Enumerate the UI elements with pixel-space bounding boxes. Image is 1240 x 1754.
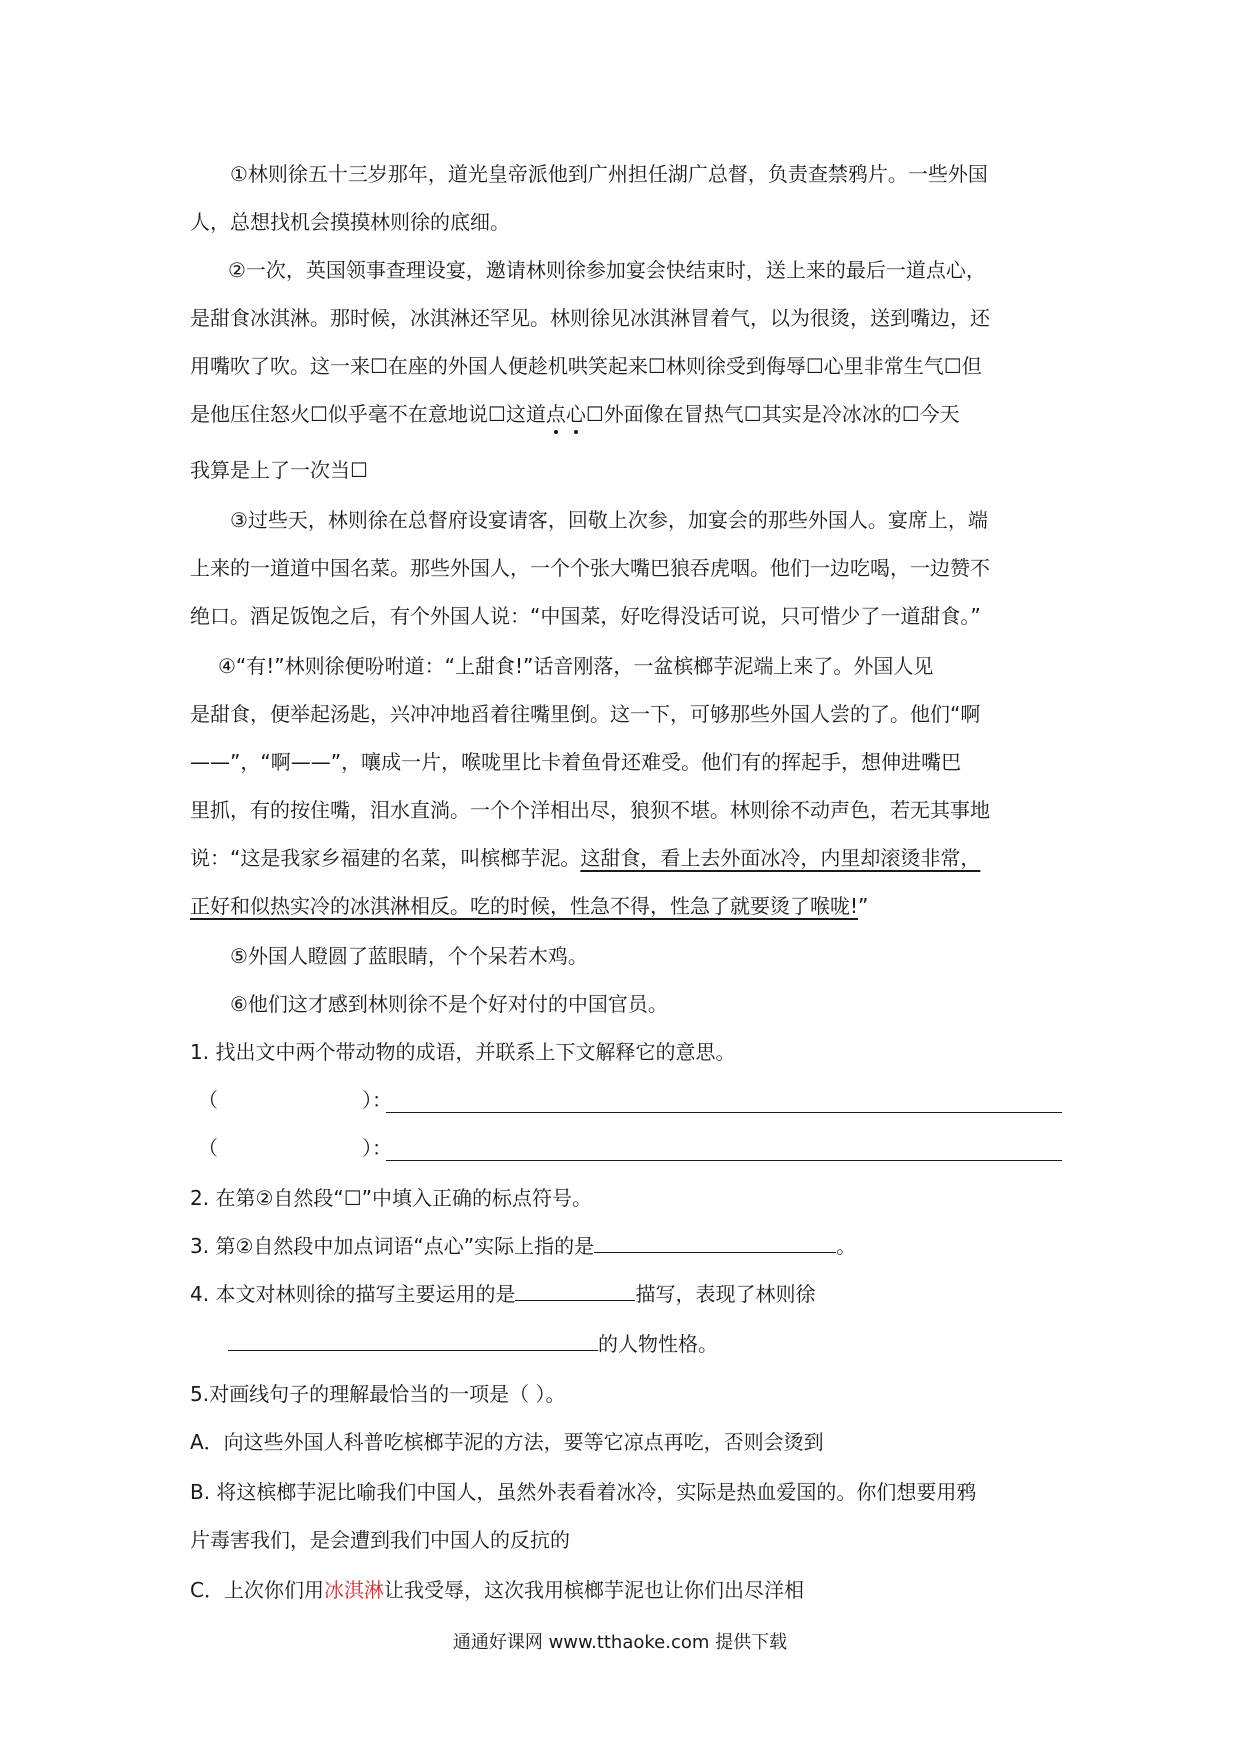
question-3	[190, 1230, 1060, 1262]
paragraph-4-line-2: 是甜食，便举起汤匙，兴冲冲地舀着往嘴里倒。这一下，可够那些外国人尝的了。他们“啊	[190, 702, 981, 726]
underlined-sentence-part-1: 这甜食，看上去外面冰冷，内里却滚烫非常，	[580, 846, 981, 870]
question-4-line-2	[228, 1328, 1060, 1360]
paragraph-4-line-6-end: ”	[858, 894, 869, 918]
question-3-text: 3. 第②自然段中加点词语“点心”实际上指的是	[190, 1234, 595, 1258]
question-4-text-2: 描写，表现了林则徐	[635, 1282, 816, 1306]
paragraph-1-line-2: 人，总想找机会摸摸林则徐的底细。	[190, 210, 510, 234]
footer-credit: 通通好课网 www.tthaoke.com 提供下载	[452, 1632, 788, 1653]
paragraph-3-line-3: 绝口。酒足饭饱之后，有个外国人说：“中国菜，好吃得没话可说，只可惜少了一道甜食。”	[190, 604, 981, 628]
q1-answer-2-paren-open: （	[198, 1136, 218, 1160]
dotted-char-2: 心	[565, 402, 586, 426]
question-5: 5.对画线句子的理解最恰当的一项是（ ）。	[190, 1382, 566, 1406]
paragraph-2-line-3: 用嘴吹了吹。这一来☐在座的外国人便趁机哄笑起来☐林则徐受到侮辱☐心里非常生气☐但	[190, 354, 982, 378]
q1-answer-1-paren-close: ）：	[362, 1088, 392, 1112]
paragraph-2-line-4-start: 是他压住怒火☐似乎毫不在意地说☐这道	[190, 402, 546, 426]
question-4-text: 4. 本文对林则徐的描写主要运用的是	[190, 1282, 516, 1306]
q1-answer-1-paren-open: （	[198, 1088, 218, 1112]
paragraph-4-line-5-start: 说：“这是我家乡福建的名菜，叫槟榔芋泥。	[190, 846, 581, 870]
option-b-line-2: 片毒害我们，是会遭到我们中国人的反抗的	[190, 1528, 570, 1552]
question-2: 2. 在第②自然段“☐”中填入正确的标点符号。	[190, 1186, 593, 1210]
question-1: 1. 找出文中两个带动物的成语，并联系上下文解释它的意思。	[190, 1040, 736, 1064]
paragraph-2-line-4-end: ☐外面像在冒热气☐其实是冷冰冰的☐今天	[585, 402, 960, 426]
paragraph-4-line-6	[190, 890, 1060, 922]
q1-answer-2-paren-close: ）：	[362, 1136, 392, 1160]
option-c	[190, 1574, 1060, 1606]
question-4-text-3: 的人物性格。	[598, 1332, 718, 1356]
paragraph-4-line-4: 里抓，有的按住嘴，泪水直淌。一个个洋相出尽，狼狈不堪。林则徐不动声色，若无其事地	[190, 798, 990, 822]
paragraph-4-line-3: ——”，“啊——”，嚷成一片，喉咙里比卡着鱼骨还难受。他们有的挥起手，想伸进嘴巴	[190, 750, 962, 774]
question-3-end: 。	[836, 1234, 857, 1258]
option-c-end: 让我受辱，这次我用槟榔芋泥也让你们出尽洋相	[383, 1578, 804, 1602]
q1-answer-2-blank[interactable]	[386, 1160, 1062, 1161]
paragraph-1-line-1: ①林则徐五十三岁那年，道光皇帝派他到广州担任湖广总督，负责查禁鸦片。一些外国	[230, 162, 988, 186]
option-c-start: C．上次你们用	[190, 1578, 324, 1602]
option-c-highlight: 冰淇淋	[323, 1578, 384, 1602]
option-a: A．向这些外国人科普吃槟榔芋泥的方法，要等它凉点再吃，否则会烫到	[190, 1430, 824, 1454]
option-b-line-1: B. 将这槟榔芋泥比喻我们中国人，虽然外表看着冰冷，实际是热血爱国的。你们想要用鸦	[190, 1480, 977, 1504]
question-4-blank-1[interactable]	[515, 1278, 635, 1301]
paragraph-2-line-4	[190, 398, 1060, 430]
question-4	[190, 1278, 1060, 1310]
paragraph-6: ⑥他们这才感到林则徐不是个好对付的中国官员。	[230, 992, 668, 1016]
dotted-char-1: 点	[545, 402, 566, 426]
paragraph-2-line-1: ②一次，英国领事查理设宴，邀请林则徐参加宴会快结束时，送上来的最后一道点心，	[228, 258, 986, 282]
paragraph-5: ⑤外国人瞪圆了蓝眼睛，个个呆若木鸡。	[230, 944, 588, 968]
paragraph-3-line-1: ③过些天，林则徐在总督府设宴请客，回敬上次参，加宴会的那些外国人。宴席上，端	[230, 508, 988, 532]
q1-answer-1-blank[interactable]	[386, 1112, 1062, 1113]
underlined-sentence-part-2: 正好和似热实冷的冰淇淋相反。吃的时候，性急不得，性急了就要烫了喉咙!	[190, 894, 859, 918]
paragraph-3-line-2: 上来的一道道中国名菜。那些外国人，一个个张大嘴巴狼吞虎咽。他们一边吃喝，一边赞不	[190, 556, 990, 580]
paragraph-4-line-1: ④“有!”林则徐便吩咐道：“上甜食!”话音刚落，一盆槟榔芋泥端上来了。外国人见	[218, 654, 934, 678]
question-4-blank-2[interactable]	[228, 1328, 598, 1351]
paragraph-2-line-5: 我算是上了一次当☐	[190, 458, 368, 482]
paragraph-4-line-5	[190, 842, 1060, 874]
question-3-blank[interactable]	[594, 1230, 836, 1253]
paragraph-2-line-2: 是甜食冰淇淋。那时候，冰淇淋还罕见。林则徐见冰淇淋冒着气，以为很烫，送到嘴边，还	[190, 306, 990, 330]
